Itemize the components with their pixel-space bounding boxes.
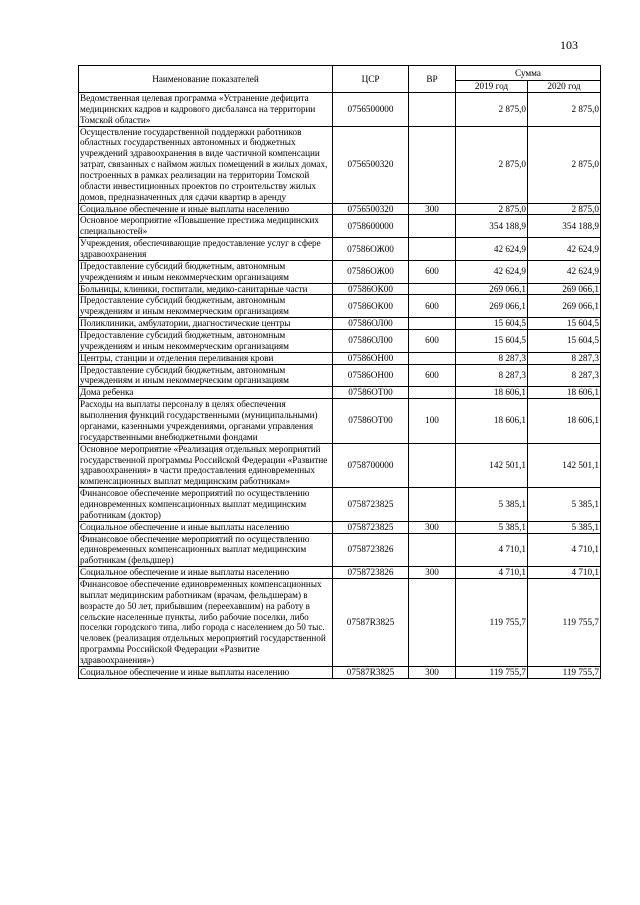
row-name-cell: Финансовое обеспечение мероприятий по осуществлению единовременных компенсационных выплат медицинским работникам (фельдшер) xyxy=(79,533,333,567)
row-csr-cell: 0758723825 xyxy=(333,488,409,522)
row-name-cell: Дома ребенка xyxy=(79,387,333,399)
row-name-cell: Социальное обеспечение и иные выплаты населению xyxy=(79,203,333,215)
table-row xyxy=(79,203,601,215)
row-name-cell: Финансовое обеспечение мероприятий по осуществлению единовременных компенсационных выплат медицинским работникам (доктор) xyxy=(79,488,333,522)
header-year-2020: 2020 год xyxy=(528,81,601,93)
row-csr-cell: 07586ОЖ00 xyxy=(333,238,409,261)
row-csr-cell: 0756500320 xyxy=(333,203,409,215)
table-row xyxy=(79,330,601,353)
table-row xyxy=(79,126,601,203)
row-2019-amount-cell: 15 604,5 xyxy=(456,318,528,330)
row-csr-cell: 0758723826 xyxy=(333,567,409,579)
row-name-cell: Поликлиники, амбулатории, диагностические центры xyxy=(79,318,333,330)
row-2019-amount-cell: 2 875,0 xyxy=(456,203,528,215)
row-vr-cell xyxy=(409,488,456,522)
row-vr-cell xyxy=(409,283,456,295)
row-csr-cell: 07586ОЖ00 xyxy=(333,260,409,283)
row-csr-cell: 07586ОН00 xyxy=(333,352,409,364)
row-name-cell: Предоставление субсидий бюджетным, автономным учреждениям и иным некоммерческим организациям xyxy=(79,364,333,387)
row-2019-amount-cell: 15 604,5 xyxy=(456,330,528,353)
row-vr-cell: 300 xyxy=(409,666,456,678)
row-vr-cell: 600 xyxy=(409,260,456,283)
row-2020-amount-cell: 2 875,0 xyxy=(528,93,601,127)
row-csr-cell: 07586ОН00 xyxy=(333,364,409,387)
table-row xyxy=(79,283,601,295)
row-csr-cell: 0758700000 xyxy=(333,443,409,487)
row-2019-amount-cell: 269 066,1 xyxy=(456,283,528,295)
row-2020-amount-cell: 5 385,1 xyxy=(528,521,601,533)
table-row xyxy=(79,567,601,579)
row-vr-cell: 100 xyxy=(409,399,456,443)
row-vr-cell: 300 xyxy=(409,203,456,215)
row-vr-cell: 300 xyxy=(409,521,456,533)
row-csr-cell: 0758723826 xyxy=(333,533,409,567)
row-2019-amount-cell: 8 287,3 xyxy=(456,352,528,364)
row-2020-amount-cell: 8 287,3 xyxy=(528,352,601,364)
row-csr-cell: 07586ОК00 xyxy=(333,283,409,295)
row-2019-amount-cell: 4 710,1 xyxy=(456,567,528,579)
row-2020-amount-cell: 269 066,1 xyxy=(528,283,601,295)
row-2019-amount-cell: 18 606,1 xyxy=(456,387,528,399)
budget-table xyxy=(78,65,601,679)
row-2020-amount-cell: 4 710,1 xyxy=(528,533,601,567)
row-2019-amount-cell: 354 188,9 xyxy=(456,215,528,238)
row-2020-amount-cell: 18 606,1 xyxy=(528,387,601,399)
row-2020-amount-cell: 42 624,9 xyxy=(528,238,601,261)
header-sum: Сумма xyxy=(456,66,601,81)
table-row xyxy=(79,238,601,261)
row-name-cell: Социальное обеспечение и иные выплаты населению xyxy=(79,666,333,678)
row-name-cell: Социальное обеспечение и иные выплаты населению xyxy=(79,567,333,579)
row-2020-amount-cell: 354 188,9 xyxy=(528,215,601,238)
row-2019-amount-cell: 119 755,7 xyxy=(456,666,528,678)
row-2020-amount-cell: 8 287,3 xyxy=(528,364,601,387)
row-csr-cell: 0758723825 xyxy=(333,521,409,533)
row-2019-amount-cell: 4 710,1 xyxy=(456,533,528,567)
row-vr-cell: 600 xyxy=(409,295,456,318)
row-vr-cell xyxy=(409,533,456,567)
header-vr: ВР xyxy=(409,66,456,93)
row-2020-amount-cell: 2 875,0 xyxy=(528,126,601,203)
row-csr-cell: 07586ОТ00 xyxy=(333,399,409,443)
row-2020-amount-cell: 5 385,1 xyxy=(528,488,601,522)
row-vr-cell: 300 xyxy=(409,567,456,579)
header-name: Наименование показателей xyxy=(79,66,333,93)
row-2020-amount-cell: 15 604,5 xyxy=(528,318,601,330)
row-2019-amount-cell: 5 385,1 xyxy=(456,521,528,533)
row-2020-amount-cell: 4 710,1 xyxy=(528,567,601,579)
row-csr-cell: 0756500320 xyxy=(333,126,409,203)
row-csr-cell: 0756500000 xyxy=(333,93,409,127)
row-vr-cell xyxy=(409,215,456,238)
row-csr-cell: 07586ОЛ00 xyxy=(333,330,409,353)
row-2019-amount-cell: 119 755,7 xyxy=(456,578,528,666)
row-2020-amount-cell: 142 501,1 xyxy=(528,443,601,487)
row-2019-amount-cell: 142 501,1 xyxy=(456,443,528,487)
row-name-cell: Учреждения, обеспечивающие предоставление услуг в сфере здравоохранения xyxy=(79,238,333,261)
table-row xyxy=(79,215,601,238)
row-2019-amount-cell: 2 875,0 xyxy=(456,126,528,203)
row-vr-cell xyxy=(409,443,456,487)
table-row xyxy=(79,399,601,443)
table-row xyxy=(79,666,601,678)
row-vr-cell: 600 xyxy=(409,364,456,387)
row-2019-amount-cell: 269 066,1 xyxy=(456,295,528,318)
row-csr-cell: 07587R3825 xyxy=(333,578,409,666)
row-name-cell: Расходы на выплаты персоналу в целях обеспечения выполнения функций государственными (муниципальными) органами, казенными учреждениями, органами управления государственными внебюджетными фондами xyxy=(79,399,333,443)
row-name-cell: Осуществление государственной поддержки работников областных государственных автономных и бюджетных учреждений здравоохранения в виде частичной компенсации затрат, связанных с наймом жилых помещений в жилых домах, построенных в рамках реализации на территории Томской области инвестиционных проектов по строительству жилых домов, предназначенных для сдачи квартир в аренду xyxy=(79,126,333,203)
row-vr-cell xyxy=(409,578,456,666)
row-name-cell: Больницы, клиники, госпитали, медико-санитарные части xyxy=(79,283,333,295)
row-name-cell: Центры, станции и отделения переливания крови xyxy=(79,352,333,364)
row-name-cell: Ведомственная целевая программа «Устранение дефицита медицинских кадров и кадрового дисбаланса на территории Томской области» xyxy=(79,93,333,127)
row-name-cell: Предоставление субсидий бюджетным, автономным учреждениям и иным некоммерческим организациям xyxy=(79,260,333,283)
row-2020-amount-cell: 18 606,1 xyxy=(528,399,601,443)
page-number: 103 xyxy=(560,38,578,52)
table-row xyxy=(79,578,601,666)
table-row xyxy=(79,533,601,567)
row-2020-amount-cell: 42 624,9 xyxy=(528,260,601,283)
row-vr-cell xyxy=(409,93,456,127)
table-row xyxy=(79,387,601,399)
table-body xyxy=(79,93,601,679)
row-name-cell: Социальное обеспечение и иные выплаты населению xyxy=(79,521,333,533)
row-2020-amount-cell: 15 604,5 xyxy=(528,330,601,353)
row-vr-cell: 600 xyxy=(409,330,456,353)
row-2019-amount-cell: 42 624,9 xyxy=(456,238,528,261)
row-2020-amount-cell: 119 755,7 xyxy=(528,666,601,678)
row-name-cell: Финансовое обеспечение единовременных компенсационных выплат медицинским работникам (врачам, фельдшерам) в возрасте до 50 лет, прибывшим (переехавшим) на работу в сельские населенные пункты, либо рабочие поселки, либо поселки городского типа, либо города с населением до 50 тыс. человек (реализация отдельных мероприятий государственной программы Российской Федерации «Развитие здравоохранения») xyxy=(79,578,333,666)
row-vr-cell xyxy=(409,352,456,364)
table-row xyxy=(79,295,601,318)
row-vr-cell xyxy=(409,238,456,261)
row-csr-cell: 07587R3825 xyxy=(333,666,409,678)
row-name-cell: Предоставление субсидий бюджетным, автономным учреждениям и иным некоммерческим организациям xyxy=(79,330,333,353)
row-name-cell: Предоставление субсидий бюджетным, автономным учреждениям и иным некоммерческим организациям xyxy=(79,295,333,318)
row-2019-amount-cell: 18 606,1 xyxy=(456,399,528,443)
row-vr-cell xyxy=(409,318,456,330)
row-vr-cell xyxy=(409,387,456,399)
table-row xyxy=(79,93,601,127)
header-csr: ЦСР xyxy=(333,66,409,93)
table-row xyxy=(79,364,601,387)
row-csr-cell: 0758600000 xyxy=(333,215,409,238)
row-name-cell: Основное мероприятие «Повышение престижа медицинских специальностей» xyxy=(79,215,333,238)
row-2019-amount-cell: 8 287,3 xyxy=(456,364,528,387)
row-name-cell: Основное мероприятие «Реализация отдельных мероприятий государственной программы Российской Федерации «Развитие здравоохранения» в части предоставления единовременных компенсационных выплат медицинским работникам» xyxy=(79,443,333,487)
table-row xyxy=(79,488,601,522)
row-2019-amount-cell: 5 385,1 xyxy=(456,488,528,522)
header-year-2019: 2019 год xyxy=(456,81,528,93)
table-row xyxy=(79,318,601,330)
table-row xyxy=(79,352,601,364)
row-2020-amount-cell: 119 755,7 xyxy=(528,578,601,666)
row-csr-cell: 07586ОК00 xyxy=(333,295,409,318)
row-csr-cell: 07586ОТ00 xyxy=(333,387,409,399)
table-row xyxy=(79,521,601,533)
row-csr-cell: 07586ОЛ00 xyxy=(333,318,409,330)
row-2020-amount-cell: 269 066,1 xyxy=(528,295,601,318)
row-2019-amount-cell: 2 875,0 xyxy=(456,93,528,127)
row-2020-amount-cell: 2 875,0 xyxy=(528,203,601,215)
row-vr-cell xyxy=(409,126,456,203)
table-row xyxy=(79,443,601,487)
table-row xyxy=(79,260,601,283)
row-2019-amount-cell: 42 624,9 xyxy=(456,260,528,283)
